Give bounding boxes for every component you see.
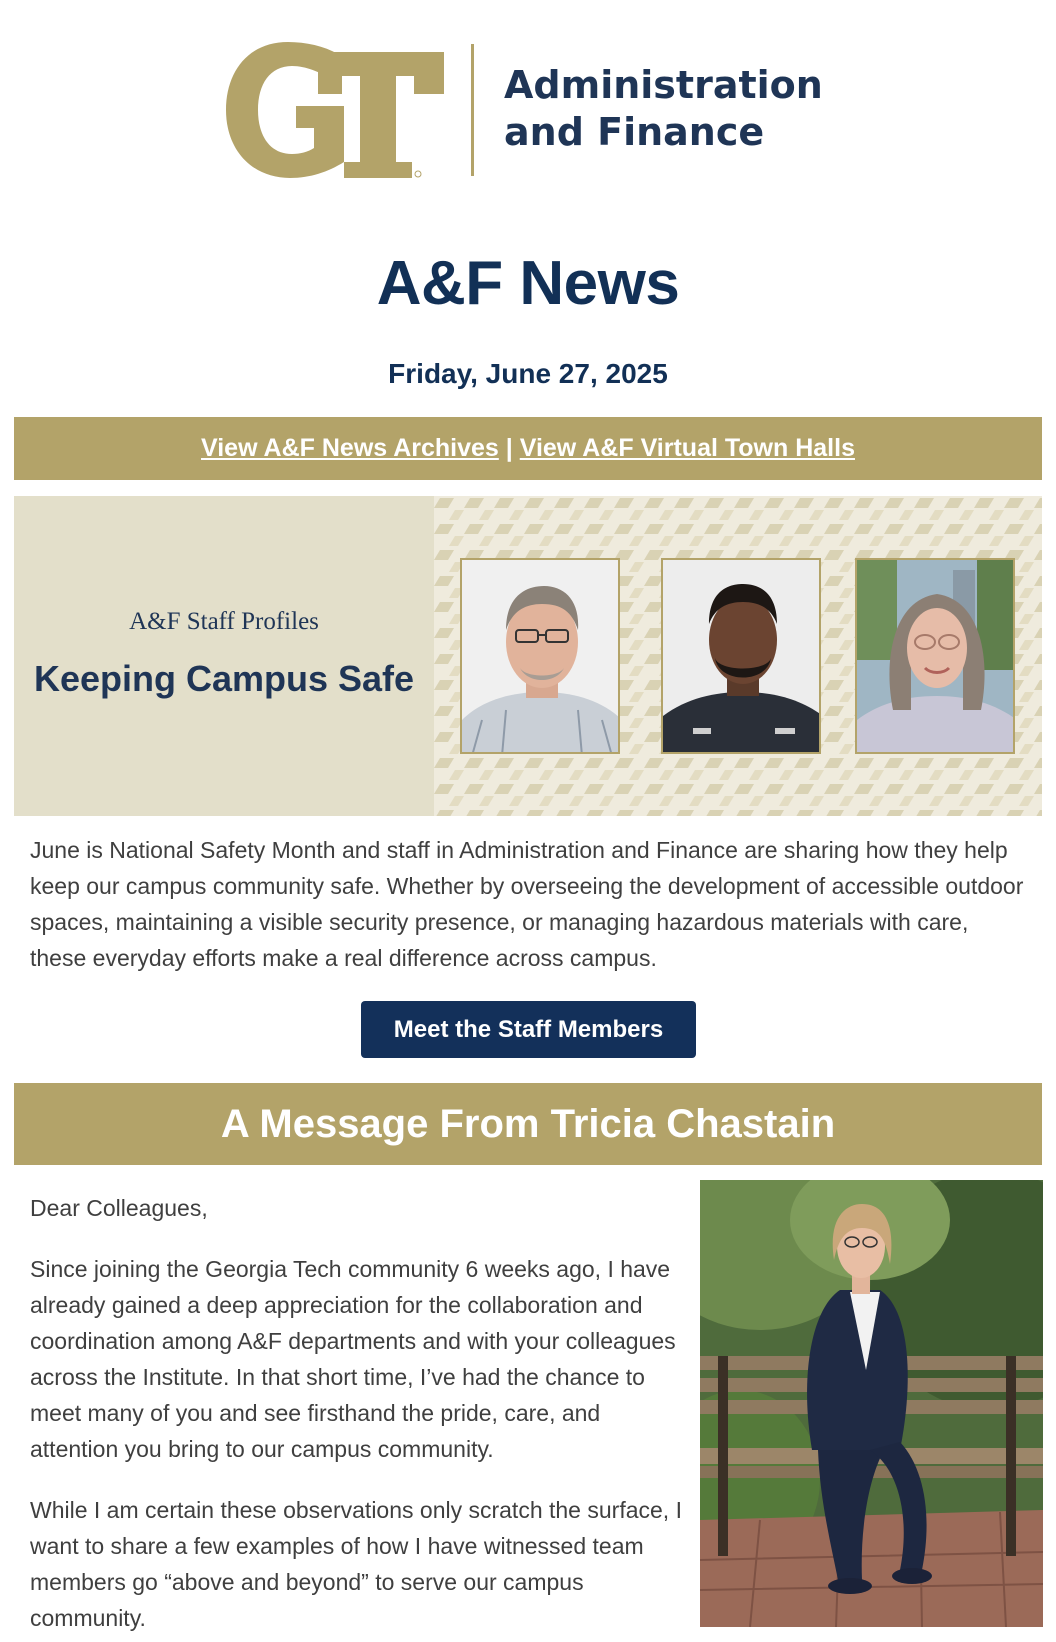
staff-1-portrait-icon xyxy=(462,560,620,754)
feature-intro-text: June is National Safety Month and staff in Administration and Finance are sharing how they help keep our campus community safe. Whether by overseeing the development of accessible outdoor spaces, maintaining a visible security presence, or managing hazardous materials with care, these everyday efforts make a real difference across campus. xyxy=(30,837,1024,971)
links-bar xyxy=(14,417,1042,480)
portrait-on-bench-icon xyxy=(700,1180,1043,1627)
town-halls-link[interactable]: View A&F Virtual Town Halls xyxy=(519,434,855,462)
staff-profiles-banner[interactable] xyxy=(14,496,1042,816)
staff-photo-3 xyxy=(855,558,1015,754)
staff-2-portrait-icon xyxy=(663,560,821,754)
banner-text-panel xyxy=(14,496,434,816)
message-paragraph-1: Since joining the Georgia Tech community 6 weeks ago, I have already gained a deep appreciation for the collaboration and coordination among A&F departments and with your colleagues across the Institute. In that short time, I’ve had the chance to meet many of you and see firsthand the pride, care, and attention you bring to our campus community. xyxy=(30,1256,676,1462)
banner-kicker: A&F Staff Profiles xyxy=(129,608,319,635)
staff-photo-1 xyxy=(460,558,620,754)
message-paragraph-2: While I am certain these observations only scratch the surface, I want to share a few examples of how I have witnessed team members go “above and beyond” to serve our campus community. xyxy=(30,1497,682,1631)
logo-line-2: and Finance xyxy=(504,110,765,154)
message-greeting: Dear Colleagues, xyxy=(30,1195,208,1221)
staff-3-portrait-icon xyxy=(857,560,1015,754)
newsletter-date: Friday, June 27, 2025 xyxy=(388,358,668,389)
newsletter-title: A&F News xyxy=(376,249,680,318)
archives-link[interactable]: View A&F News Archives xyxy=(201,434,499,462)
banner-headline: Keeping Campus Safe xyxy=(33,658,415,699)
staff-photo-2 xyxy=(661,558,821,754)
message-heading: A Message From Tricia Chastain xyxy=(14,1083,1042,1165)
gt-logo-icon xyxy=(226,40,446,180)
meet-staff-button[interactable]: Meet the Staff Members xyxy=(361,1001,696,1058)
links-separator: | xyxy=(498,434,520,462)
logo-divider xyxy=(471,44,474,176)
logo-line-1: Administration xyxy=(504,63,823,107)
tricia-chastain-photo xyxy=(700,1180,1043,1627)
gt-af-logo xyxy=(226,40,823,180)
logo-wordmark xyxy=(504,62,823,156)
message-body xyxy=(30,1190,686,1642)
